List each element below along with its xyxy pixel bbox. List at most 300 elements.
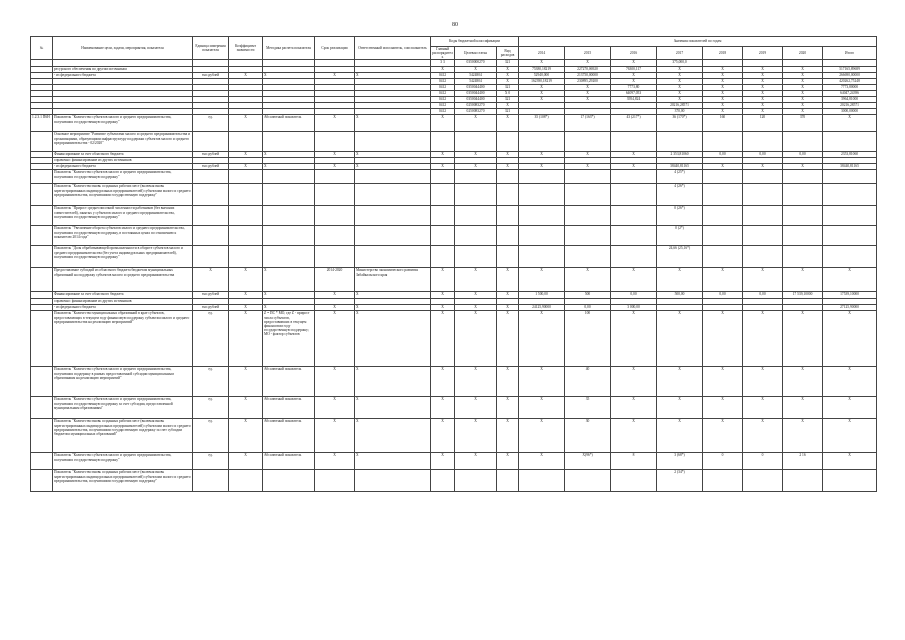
cell-y2016: X	[611, 79, 657, 85]
cell-coef: X	[229, 292, 263, 299]
cell-name	[53, 60, 193, 67]
cell-y2017: X	[657, 85, 703, 91]
cell-y2015: X	[565, 91, 611, 97]
cell-y2016: X	[611, 419, 657, 453]
cell-method	[263, 184, 315, 206]
cell-resp: X	[355, 152, 431, 158]
cell-term: X	[315, 115, 355, 132]
col-2014-header: 2014	[519, 47, 565, 60]
table-row	[31, 184, 877, 206]
cell-y2015	[565, 246, 611, 268]
cell-y2018	[703, 226, 743, 246]
cell-total	[823, 470, 877, 492]
cell-cs: 5424804	[455, 79, 497, 85]
col-2020-header: 2020	[783, 47, 823, 60]
cell-term	[315, 170, 355, 184]
cell-y2015	[565, 184, 611, 206]
cell-y2016: X	[611, 367, 657, 397]
cell-term: X	[315, 73, 355, 79]
cell-y2017: 370,00	[657, 109, 703, 115]
cell-name: Показатель "Количество субъектов малого и среднего предпринимательства, получивших поддержку в рамках предоставленной субсидии муниципальным образованиям на реализацию мероприятий"	[53, 367, 193, 397]
table-row	[31, 246, 877, 268]
cell-cs: 0350044400	[455, 91, 497, 97]
table-row	[31, 268, 877, 292]
cell-y2017: X	[657, 67, 703, 73]
cell-y2016: X	[611, 73, 657, 79]
cell-y2020: X	[783, 311, 823, 367]
cell-grbs: 0412	[431, 79, 455, 85]
cell-method: Z = ПС * МО, где Z - прирост числа субъектов, предоставивших в текущем финансовом году государственную поддержку; МО - фактор субъектов	[263, 311, 315, 367]
cell-name: справочно: финансирование из других источников:	[53, 299, 193, 305]
cell-term	[315, 132, 355, 152]
cell-y2018: X	[703, 164, 743, 170]
cell-vr: X	[497, 152, 519, 158]
cell-coef: X	[229, 152, 263, 158]
cell-total: 20216,28571	[823, 103, 877, 109]
cell-resp: X	[355, 419, 431, 453]
cell-y2017: X	[657, 79, 703, 85]
cell-y2015: 230895,29200	[565, 79, 611, 85]
col-grbs-header: Главный распорядитель	[432, 47, 453, 60]
cell-grbs: X	[431, 367, 455, 397]
cell-unit	[193, 184, 229, 206]
cell-vr: 321	[497, 97, 519, 103]
cell-total: X	[823, 397, 877, 419]
cell-resp	[355, 184, 431, 206]
cell-y2014: X	[519, 453, 565, 470]
cell-name: Основное мероприятие "Развитие субъектами малого и среднего предпринимательства и организациями, образующими инфраструктуру поддержки субъектов малого и среднего предпринимательства - 02/2020"	[53, 132, 193, 152]
cell-y2016: X	[611, 268, 657, 292]
cell-resp: X	[355, 73, 431, 79]
cell-cs	[455, 470, 497, 492]
cell-resp: X	[355, 305, 431, 311]
cell-y2019	[743, 470, 783, 492]
cell-vr	[497, 206, 519, 226]
cell-grbs: X	[431, 268, 455, 292]
cell-y2018	[703, 184, 743, 206]
cell-grbs: X	[431, 305, 455, 311]
cell-coef: X	[229, 73, 263, 79]
cell-y2014: 75380,18219	[519, 67, 565, 73]
cell-y2014: X	[519, 268, 565, 292]
cell-y2017: 4 (25*)	[657, 170, 703, 184]
cell-resp: X	[355, 453, 431, 470]
cell-grbs: X	[431, 292, 455, 299]
cell-vr	[497, 226, 519, 246]
col-total-header: Итого	[823, 47, 877, 60]
cell-y2019: 0	[743, 453, 783, 470]
cell-resp: X	[355, 164, 431, 170]
cell-total	[823, 206, 877, 226]
cell-y2015	[565, 470, 611, 492]
cell-unit: тыс.рублей	[193, 152, 229, 158]
cell-method	[263, 132, 315, 152]
cell-y2015: X	[565, 152, 611, 158]
cell-y2019: 0,00	[743, 292, 783, 299]
cell-num	[31, 419, 53, 453]
cell-y2014: X	[519, 367, 565, 397]
cell-y2014	[519, 170, 565, 184]
cell-y2019: X	[743, 67, 783, 73]
cell-y2014	[519, 132, 565, 152]
cell-y2018: X	[703, 397, 743, 419]
cell-y2018: X	[703, 268, 743, 292]
cell-grbs: X	[431, 311, 455, 367]
cell-unit: ед.	[193, 367, 229, 397]
cell-unit	[193, 246, 229, 268]
cell-vr: X	[497, 67, 519, 73]
cell-y2017: X	[657, 397, 703, 419]
cell-name: Финансирование за счет областного бюджета	[53, 292, 193, 299]
cell-y2017: 38440,81165	[657, 164, 703, 170]
cell-y2015	[565, 132, 611, 152]
table-row	[31, 367, 877, 397]
cell-y2014: X	[519, 419, 565, 453]
cell-method: X	[263, 73, 315, 79]
cell-y2014: 52940,000	[519, 73, 565, 79]
cell-vr: 321	[497, 60, 519, 67]
cell-num	[31, 268, 53, 292]
cell-term: X	[315, 292, 355, 299]
cell-y2018	[703, 470, 743, 492]
table-row	[31, 397, 877, 419]
cell-y2019: X	[743, 311, 783, 367]
cell-method: Абсолютный показатель	[263, 115, 315, 132]
cell-vr: X	[497, 419, 519, 453]
cell-y2020: X	[783, 85, 823, 91]
cell-unit: X	[193, 268, 229, 292]
cell-total: 64047,24396	[823, 91, 877, 97]
cell-y2019: X	[743, 268, 783, 292]
cell-cs: X	[455, 268, 497, 292]
cell-grbs	[431, 470, 455, 492]
cell-vr	[497, 132, 519, 152]
cell-y2018: 0,00	[703, 152, 743, 158]
col-2018-header: 2018	[703, 47, 743, 60]
col-coef-header: Коэффициент значимости	[229, 37, 263, 60]
cell-y2015: X	[565, 97, 611, 103]
cell-vr: X 0	[497, 91, 519, 97]
cell-total: X	[823, 419, 877, 453]
cell-resp	[355, 226, 431, 246]
cell-resp: X	[355, 115, 431, 132]
cell-y2016: 3954,824	[611, 97, 657, 103]
cell-cs: X	[455, 419, 497, 453]
cell-num	[31, 311, 53, 367]
cell-total: 3000,00000	[823, 109, 877, 115]
cell-y2018: X	[703, 367, 743, 397]
cell-cs: X	[455, 115, 497, 132]
cell-y2016	[611, 132, 657, 152]
cell-y2019: X	[743, 164, 783, 170]
cell-coef: X	[229, 419, 263, 453]
cell-y2016: X	[611, 60, 657, 67]
cell-term	[315, 226, 355, 246]
cell-total	[823, 170, 877, 184]
cell-name: Показатель "Количество субъектов малого и среднего предпринимательства, получивших государственную поддержку"	[53, 453, 193, 470]
col-term-header: Срок реализации	[315, 37, 355, 60]
cell-y2016: 7773,80	[611, 85, 657, 91]
cell-y2019	[743, 132, 783, 152]
cell-grbs: X	[431, 453, 455, 470]
cell-cs	[455, 170, 497, 184]
cell-coef: X	[229, 115, 263, 132]
cell-y2016: X	[611, 311, 657, 367]
cell-term	[315, 470, 355, 492]
cell-method	[263, 60, 315, 67]
cell-total: 266690,00000	[823, 73, 877, 79]
cell-y2020: 2 16	[783, 453, 823, 470]
cell-cs: 0350044400	[455, 85, 497, 91]
cell-name: Показатель "Количество вновь созданных рабочих мест (включая вновь зарегистрированных индивидуальных предпринимателей) субъектами малого и среднего предпринимательства, получившими государственную поддержку"	[53, 470, 193, 492]
cell-total: 38440,81165	[823, 164, 877, 170]
cell-y2020: X	[783, 91, 823, 97]
cell-y2020: X	[783, 268, 823, 292]
cell-cs: 0250083270	[455, 109, 497, 115]
cell-coef	[229, 470, 263, 492]
cell-y2017	[657, 132, 703, 152]
cell-y2018	[703, 60, 743, 67]
kbk-group-header: Коды бюджетной классификации	[431, 37, 519, 47]
cell-y2017: X	[657, 268, 703, 292]
cell-grbs: X	[431, 67, 455, 73]
cell-method: X	[263, 164, 315, 170]
cell-y2018: X	[703, 91, 743, 97]
cell-y2019: X	[743, 91, 783, 97]
cell-y2014: X	[519, 97, 565, 103]
cell-coef: X	[229, 453, 263, 470]
values-group-header: Значения показателей по годам	[519, 37, 877, 47]
cell-total: 517165,89689	[823, 67, 877, 73]
cell-term	[315, 246, 355, 268]
cell-coef	[229, 246, 263, 268]
cell-y2015	[565, 226, 611, 246]
cell-y2017: 20216,28571	[657, 103, 703, 109]
cell-vr: X	[497, 311, 519, 367]
cell-y2017: 3 (68*)	[657, 453, 703, 470]
cell-term: X	[315, 367, 355, 397]
cell-y2015	[565, 206, 611, 226]
cell-y2019	[743, 60, 783, 67]
cell-vr: 321	[497, 85, 519, 91]
cell-method: X	[263, 152, 315, 158]
cell-y2019	[743, 184, 783, 206]
cell-cs	[455, 226, 497, 246]
cell-num	[31, 132, 53, 152]
cell-total	[823, 60, 877, 67]
cell-name: Предоставление субсидий из областного бюджета бюджетам муниципальных образований на поддержку субъектов малого и среднего предпринимательства	[53, 268, 193, 292]
cell-y2018: X	[703, 109, 743, 115]
cell-grbs: 0412	[431, 91, 455, 97]
cell-y2016	[611, 246, 657, 268]
col-resp-header: Ответственный исполнитель, соисполнитель	[355, 37, 431, 60]
cell-grbs: 3 3	[431, 60, 455, 67]
cell-y2020	[783, 470, 823, 492]
cell-total: X	[823, 311, 877, 367]
cell-coef	[229, 132, 263, 152]
cell-y2015: X	[565, 85, 611, 91]
cell-y2020	[783, 226, 823, 246]
cell-name: Показатель "Количество вновь созданных рабочих мест (включая вновь зарегистрированных индивидуальных предпринимателей) субъектами малого и среднего предпринимательства, получившими государственную поддержку"	[53, 184, 193, 206]
cell-vr: X	[497, 103, 519, 109]
cell-cs	[455, 132, 497, 152]
cell-y2014	[519, 226, 565, 246]
cell-y2020: X	[783, 73, 823, 79]
cell-unit	[193, 170, 229, 184]
col-cs-header: Целевая статья	[455, 47, 497, 60]
cell-term: X	[315, 419, 355, 453]
header-group-row	[31, 37, 877, 47]
cell-method: X	[263, 292, 315, 299]
cell-y2014: 35 (108*)	[519, 115, 565, 132]
cell-vr	[497, 184, 519, 206]
cell-y2018: X	[703, 311, 743, 367]
cell-term	[315, 60, 355, 67]
cell-num: 1.2.3.1 П6Н	[31, 115, 53, 132]
cell-y2019	[743, 170, 783, 184]
cell-unit: тыс.рублей	[193, 292, 229, 299]
cell-y2016: 64097,053	[611, 91, 657, 97]
cell-coef: X	[229, 397, 263, 419]
cell-total: X	[823, 268, 877, 292]
cell-y2015: 0,00	[565, 305, 611, 311]
cell-num	[31, 470, 53, 492]
table-row	[31, 453, 877, 470]
cell-y2020	[783, 206, 823, 226]
cell-name: Показатель "Количество вновь созданных рабочих мест (включая вновь зарегистрированных индивидуальных предпринимателей) субъектами малого и среднего предпринимательства, получившими государственную поддержку за счет субсидии бюджетам муниципальных образований"	[53, 419, 193, 453]
cell-y2018: X	[703, 79, 743, 85]
col-unit-header: Единица измерения показателя	[193, 37, 229, 60]
cell-y2017: 36 (170*)	[657, 115, 703, 132]
col-num-header: №	[31, 37, 53, 60]
cell-y2019: X	[743, 97, 783, 103]
cell-y2017: X	[657, 91, 703, 97]
cell-y2018: X	[703, 67, 743, 73]
cell-cs: X	[455, 311, 497, 367]
cell-cs: X	[455, 292, 497, 299]
cell-cs: X	[455, 453, 497, 470]
cell-cs: X	[455, 67, 497, 73]
cell-unit: ед.	[193, 419, 229, 453]
cell-y2015: 40	[565, 367, 611, 397]
cell-unit: тыс.рублей	[193, 73, 229, 79]
cell-y2015: 213750,00000	[565, 73, 611, 79]
cell-cs: X	[455, 164, 497, 170]
cell-grbs: 0412	[431, 73, 455, 79]
cell-cs: X	[455, 397, 497, 419]
cell-coef: X	[229, 164, 263, 170]
cell-vr: X	[497, 164, 519, 170]
col-2015-header: 2015	[565, 47, 611, 60]
cell-method: X	[263, 305, 315, 311]
cell-y2017: 2 353,81060	[657, 152, 703, 158]
cell-y2020	[783, 132, 823, 152]
cell-total	[823, 132, 877, 152]
cell-y2017: X	[657, 311, 703, 367]
cell-term: 2014-2020	[315, 268, 355, 292]
cell-resp: X	[355, 292, 431, 299]
cell-y2015: X	[565, 164, 611, 170]
cell-num	[31, 292, 53, 299]
table-row	[31, 470, 877, 492]
cell-y2016: 0,00	[611, 292, 657, 299]
cell-y2018	[703, 132, 743, 152]
cell-y2020: X	[783, 397, 823, 419]
table-row	[31, 132, 877, 152]
cell-unit	[193, 60, 229, 67]
cell-name: - из федерального бюджета	[53, 73, 193, 79]
table-row	[31, 115, 877, 132]
cell-total: 17539,10000	[823, 292, 877, 299]
cell-term: X	[315, 164, 355, 170]
cell-num	[31, 170, 53, 184]
cell-grbs	[431, 132, 455, 152]
cell-y2014	[519, 470, 565, 492]
cell-y2014: 24125,90000	[519, 305, 565, 311]
cell-y2016	[611, 226, 657, 246]
cell-grbs	[431, 206, 455, 226]
cell-y2018	[703, 246, 743, 268]
cell-vr: X	[497, 115, 519, 132]
cell-vr: 321	[497, 109, 519, 115]
cell-y2018: X	[703, 419, 743, 453]
cell-coef: X	[229, 268, 263, 292]
cell-grbs	[431, 246, 455, 268]
cell-y2020: 370	[783, 115, 823, 132]
cell-grbs: X	[431, 397, 455, 419]
cell-y2018: X	[703, 85, 743, 91]
cell-y2020: X	[783, 97, 823, 103]
cell-unit: ед.	[193, 311, 229, 367]
cell-resp: X	[355, 311, 431, 367]
table-row	[31, 60, 877, 67]
cell-y2020: X	[783, 103, 823, 109]
cell-y2019	[743, 246, 783, 268]
cell-total: X	[823, 453, 877, 470]
cell-cs: 0350000270	[455, 60, 497, 67]
col-2017-header: 2017	[657, 47, 703, 60]
cell-coef	[229, 60, 263, 67]
cell-resp	[355, 132, 431, 152]
cell-num	[31, 184, 53, 206]
cell-total	[823, 246, 877, 268]
cell-y2017: 0 (26*)	[657, 206, 703, 226]
cell-y2017: 2 (34*)	[657, 470, 703, 492]
cell-y2020: X	[783, 79, 823, 85]
cell-method	[263, 170, 315, 184]
cell-vr: X	[497, 79, 519, 85]
cell-y2016	[611, 170, 657, 184]
cell-name: - из федерального бюджета	[53, 164, 193, 170]
cell-total: 2353,81060	[823, 152, 877, 158]
cell-y2015: 500	[565, 292, 611, 299]
cell-unit: ед.	[193, 397, 229, 419]
cell-y2016: 43 (217*)	[611, 115, 657, 132]
cell-y2016: X	[611, 397, 657, 419]
cell-term: X	[315, 152, 355, 158]
table-row	[31, 170, 877, 184]
cell-method	[263, 470, 315, 492]
cell-total: 27125,90000	[823, 305, 877, 311]
cell-y2020	[783, 246, 823, 268]
cell-y2018: 0,00	[703, 292, 743, 299]
cell-term	[315, 184, 355, 206]
cell-y2015: 227270,06920	[565, 67, 611, 73]
cell-method	[263, 206, 315, 226]
cell-y2016: X	[611, 152, 657, 158]
cell-grbs: X	[431, 152, 455, 158]
cell-unit: тыс.рублей	[193, 164, 229, 170]
